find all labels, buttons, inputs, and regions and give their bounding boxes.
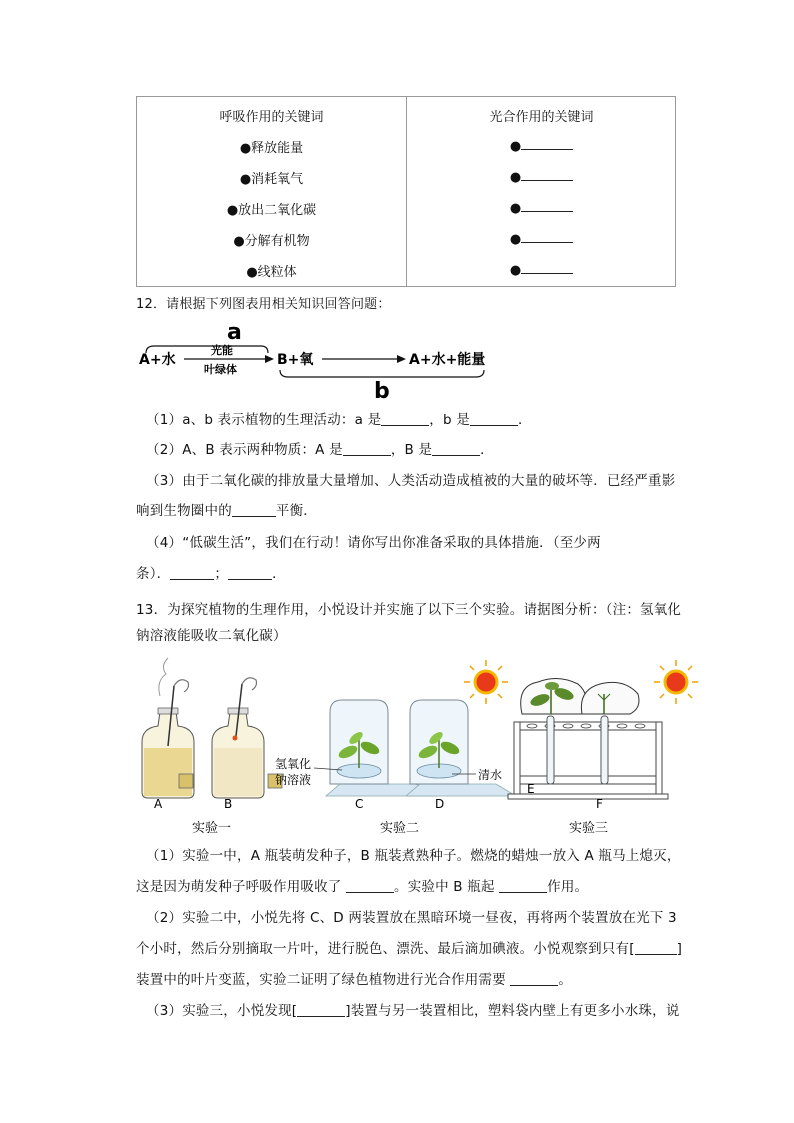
question-12-title: 12．请根据下列图表用相关知识回答问题： — [136, 297, 391, 312]
answer-blank[interactable] — [232, 502, 276, 517]
brace-b — [280, 370, 484, 377]
q12-part2: （2）A、B 表示两种物质：A 是 ，B 是 ． — [146, 442, 494, 458]
substance-middle: B+氧 — [277, 352, 314, 368]
photosynthesis-blank-row[interactable] — [407, 199, 676, 216]
cap-A — [179, 774, 193, 788]
answer-blank[interactable] — [432, 441, 480, 456]
test-tube-F — [601, 716, 608, 784]
label-C: C — [355, 797, 364, 811]
label-naoh-line1: 氢氧化 — [275, 757, 312, 771]
bell-jar-D — [410, 700, 468, 784]
label-A: A — [154, 797, 163, 811]
respiration-item: ●释放能量 — [239, 141, 304, 156]
photosynthesis-blank-row[interactable] — [407, 261, 676, 278]
bottle-B — [212, 678, 264, 798]
keyword-table — [136, 96, 676, 287]
photosynthesis-blank-row[interactable] — [407, 168, 676, 185]
caption-experiment-3: 实验三 — [569, 821, 609, 836]
caption-experiment-2: 实验二 — [380, 821, 420, 836]
label-a: a — [227, 320, 242, 345]
answer-blank[interactable] — [346, 878, 394, 893]
q13-part1-line1: （1）实验一中，A 瓶装萌发种子，B 瓶装煮熟种子。燃烧的蜡烛一放入 A 瓶马上熄灭， — [146, 848, 681, 864]
answer-blank[interactable] — [521, 261, 573, 274]
q13-part3-line1: （3）实验三，小悦发现[ ]装置与另一装置相比，塑料袋内壁上有更多小水珠，说 — [146, 1003, 680, 1019]
respiration-item: ●放出二氧化碳 — [226, 203, 317, 218]
label-water: 清水 — [478, 768, 503, 782]
experiment-figure — [130, 656, 700, 840]
answer-blank[interactable] — [635, 940, 677, 955]
q12-part4-line2: 条）． ； ． — [136, 566, 286, 582]
substance-right: A+水+能量 — [409, 352, 486, 368]
answer-blank[interactable] — [228, 565, 272, 580]
q12-part3-line1: （3）由于二氧化碳的排放量大量增加、人类活动造成植被的大量的破坏等．已经严重影 — [146, 473, 676, 489]
answer-blank[interactable] — [381, 411, 429, 426]
q13-part1-line2: 这是因为萌发种子呼吸作用吸收了 。实验中 B 瓶起 作用。 — [136, 879, 589, 895]
answer-blank[interactable] — [521, 199, 573, 212]
label-F: F — [596, 797, 603, 811]
plastic-bag-E — [521, 678, 586, 714]
photosynthesis-blank-row[interactable] — [407, 137, 676, 154]
arrow-label-light: 光能 — [211, 344, 233, 357]
respiration-item: ●消耗氧气 — [239, 172, 304, 187]
bullet: ● — [509, 139, 522, 154]
substance-left: A+水 — [139, 352, 176, 368]
label-D: D — [435, 797, 445, 811]
question-13-title-line1: 13．为探究植物的生理作用，小悦设计并实施了以下三个实验。请据图分析：（注：氢氧化 — [136, 602, 682, 618]
respiration-item: ●线粒体 — [246, 265, 297, 280]
respiration-item: ●分解有机物 — [233, 234, 310, 249]
caption-experiment-1: 实验一 — [192, 821, 232, 836]
sun-icon — [654, 660, 698, 704]
photosynthesis-header: 光合作用的关键词 — [489, 110, 594, 125]
arrow-head-2 — [397, 355, 406, 363]
label-B: B — [224, 797, 233, 811]
photosynthesis-respiration-diagram — [136, 318, 496, 404]
photosynthesis-blank-row[interactable] — [407, 230, 676, 247]
label-E: E — [527, 782, 535, 796]
answer-blank[interactable] — [170, 565, 214, 580]
answer-blank[interactable] — [521, 137, 573, 150]
arrow-head — [265, 355, 274, 363]
q13-part2-line2: 个小时，然后分别摘取一片叶，进行脱色、漂洗、最后滴加碘液。小悦观察到只有[ ] — [136, 941, 683, 957]
glass-plate-D — [406, 784, 516, 796]
question-13-title-line2: 钠溶液能吸收二氧化碳） — [136, 628, 287, 644]
bullet: ● — [509, 201, 522, 216]
plastic-bag-F — [581, 682, 639, 714]
sun-icon — [464, 660, 508, 704]
bullet: ● — [509, 232, 522, 247]
arrow-label-chloroplast: 叶绿体 — [204, 363, 237, 376]
q12-part4-line1: （4）“低碳生活”，我们在行动！请你写出你准备采取的具体措施．（至少两 — [146, 535, 601, 551]
bullet: ● — [509, 263, 522, 278]
table-divider — [406, 97, 407, 286]
label-naoh-line2: 钠溶液 — [275, 773, 312, 787]
answer-blank[interactable] — [521, 168, 573, 181]
answer-blank[interactable] — [470, 411, 518, 426]
answer-blank[interactable] — [297, 1002, 345, 1017]
bullet: ● — [509, 170, 522, 185]
q12-part1: （1）a、b 表示植物的生理活动：a 是 ，b 是 ． — [146, 412, 532, 428]
respiration-header: 呼吸作用的关键词 — [219, 110, 324, 125]
bell-jar-C — [330, 700, 388, 784]
answer-blank[interactable] — [521, 230, 573, 243]
q13-part2-line1: （2）实验二中，小悦先将 C、D 两装置放在黑暗环境一昼夜，再将两个装置放在光下 3 — [146, 910, 677, 926]
answer-blank[interactable] — [499, 878, 547, 893]
q13-part2-line3: 装置中的叶片变蓝，实验二证明了绿色植物进行光合作用需要 。 — [136, 972, 573, 988]
q12-part3-line2: 响到生物圈中的 平衡． — [136, 503, 318, 519]
label-b: b — [374, 379, 390, 404]
answer-blank[interactable] — [343, 441, 391, 456]
answer-blank[interactable] — [510, 971, 558, 986]
test-tube-E — [547, 716, 554, 784]
